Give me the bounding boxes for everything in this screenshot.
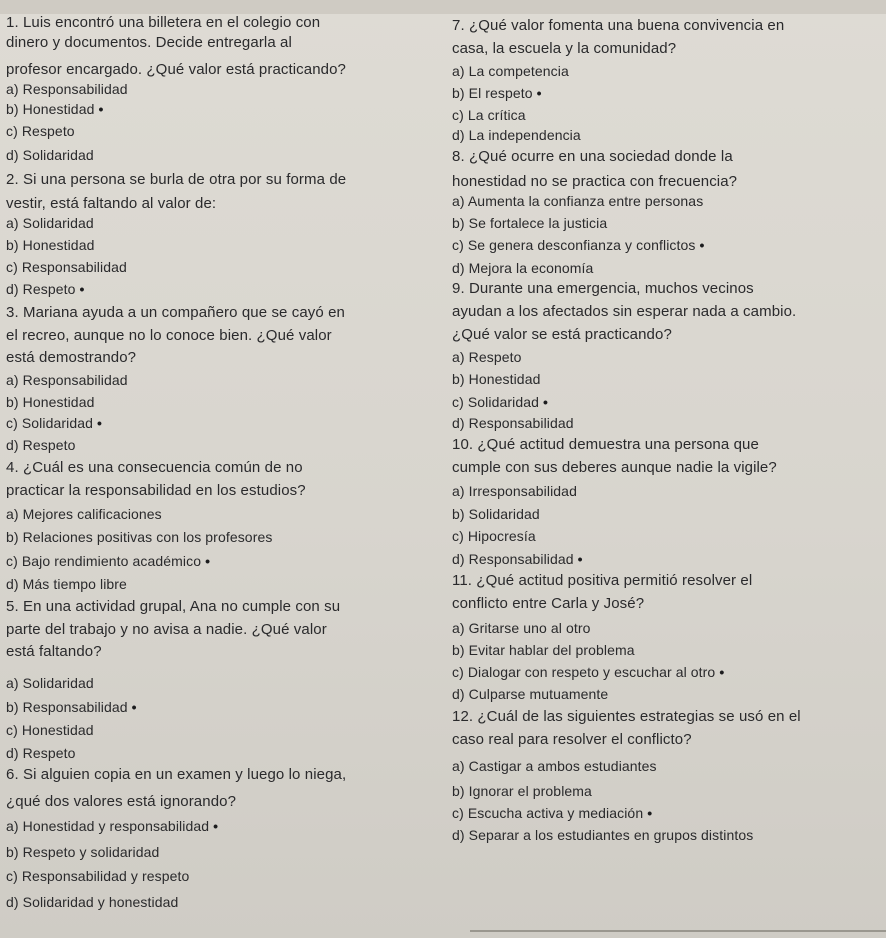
option [6,80,128,98]
question-text-line [452,326,672,344]
option-selected [452,236,705,254]
line-text: a) Honestidad y responsabilidad [6,818,210,834]
question-text-line [6,621,327,639]
line-text: b) El respeto [452,85,533,101]
line-text: está faltando? [6,643,102,660]
line-text: d) La independencia [452,127,581,143]
option [6,371,128,389]
handwritten-check-mark: • [539,394,548,410]
line-text: vestir, está faltando al valor de: [6,195,217,212]
line-text: b) Respeto y solidaridad [6,844,160,860]
line-text: 12. ¿Cuál de las siguientes estrategias se usó en el [452,708,801,725]
line-text: d) Más tiempo libre [6,576,127,592]
question-text-line [6,643,102,661]
line-text: d) Solidaridad y honestidad [6,894,179,910]
option [452,62,569,80]
option [452,348,521,366]
option-selected [6,414,102,432]
line-text: d) Responsabilidad [452,551,574,567]
option [452,505,540,523]
handwritten-check-mark: • [75,281,85,297]
handwritten-check-mark: • [127,699,137,715]
option-selected [6,698,137,716]
question-text-line [6,598,340,616]
line-text: a) Castigar a ambos estudiantes [452,758,657,774]
line-text: 3. Mariana ayuda a un compañero que se cayó en [6,304,345,321]
line-text: a) Responsabilidad [6,81,128,97]
line-text: caso real para resolver el conflicto? [452,731,692,748]
question-text-line [452,459,777,477]
handwritten-check-mark: • [209,818,219,834]
option [6,393,94,411]
question-text-line [452,148,733,166]
question-text-line [452,303,796,321]
line-text: b) Honestidad [6,394,95,410]
page-top-edge [0,0,886,14]
option [452,192,703,210]
option [452,527,536,545]
option [6,436,75,454]
line-text: b) Evitar hablar del problema [452,642,635,658]
line-text: b) Responsabilidad [6,699,128,715]
line-text: a) Solidaridad [6,675,94,691]
line-text: a) Gritarse uno al otro [452,620,591,636]
question-text-line [452,572,752,590]
option-selected [6,552,210,570]
question-text-line [452,595,644,613]
question-text-line [452,17,784,35]
line-text: cumple con sus deberes aunque nadie la vigile? [452,459,777,476]
option [6,893,178,911]
line-text: c) Dialogar con respeto y escuchar al otro [452,664,716,680]
option [452,641,635,659]
option [6,721,94,739]
line-text: ¿Qué valor se está practicando? [452,326,672,343]
option-selected [6,100,103,118]
line-text: b) Honestidad [452,371,541,387]
handwritten-check-mark: • [94,101,104,117]
line-text: a) Mejores calificaciones [6,506,162,522]
line-text: c) Solidaridad [6,415,93,431]
option [6,122,75,140]
line-text: c) La crítica [452,107,526,123]
line-text: a) Responsabilidad [6,372,128,388]
option [6,528,272,546]
line-text: d) Separar a los estudiantes en grupos distintos [452,827,754,843]
line-text: b) Honestidad [6,237,95,253]
handwritten-check-mark: • [573,551,583,567]
option [452,259,593,277]
handwritten-check-mark: • [643,805,653,821]
line-text: 6. Si alguien copia en un examen y luego lo niega, [6,766,347,783]
line-text: parte del trabajo y no avisa a nadie. ¿Qué valor [6,621,327,638]
line-text: 1. Luis encontró una billetera en el colegio con [6,14,321,31]
line-text: ¿qué dos valores está ignorando? [6,793,237,810]
line-text: d) Responsabilidad [452,415,574,431]
line-text: honestidad no se practica con frecuencia? [452,173,738,190]
question-text-line [452,731,692,749]
option [6,236,94,254]
line-text: a) Irresponsabilidad [452,483,577,499]
option [6,146,94,164]
question-text-line [6,195,216,213]
line-text: d) Mejora la economía [452,260,594,276]
line-text: practicar la responsabilidad en los estudios? [6,482,306,499]
option [452,826,753,844]
line-text: c) Respeto [6,123,75,139]
question-text-line [452,708,801,726]
option [6,867,189,885]
option [6,505,162,523]
option [452,106,526,124]
handwritten-check-mark: • [201,553,211,569]
line-text: d) Respeto [6,745,76,761]
handwritten-check-mark: • [532,85,542,101]
line-text: c) Honestidad [6,722,94,738]
option-selected [452,804,652,822]
line-text: ayudan a los afectados sin esperar nada a cambio. [452,303,797,320]
option [6,575,127,593]
question-text-line [6,793,236,811]
line-text: 7. ¿Qué valor fomenta una buena convivencia en [452,17,785,34]
handwritten-check-mark: • [715,664,725,680]
line-text: a) Respeto [452,349,522,365]
option [6,674,94,692]
line-text: casa, la escuela y la comunidad? [452,40,677,57]
line-text: 5. En una actividad grupal, Ana no cumple con su [6,598,341,615]
option [452,782,592,800]
line-text: 11. ¿Qué actitud positiva permitió resolver el [452,572,753,589]
line-text: a) Aumenta la confianza entre personas [452,193,704,209]
option [452,414,574,432]
line-text: c) Responsabilidad y respeto [6,868,190,884]
question-text-line [6,34,292,52]
question-text-line [452,173,737,191]
line-text: 8. ¿Qué ocurre en una sociedad donde la [452,148,733,165]
line-text: está demostrando? [6,349,137,366]
line-text: b) Honestidad [6,101,95,117]
option-selected [6,280,84,298]
option [6,258,127,276]
question-text-line [6,171,346,189]
option [452,482,577,500]
question-text-line [6,459,303,477]
line-text: d) Solidaridad [6,147,94,163]
line-text: b) Solidaridad [452,506,540,522]
line-text: c) Se genera desconfianza y conflictos [452,237,696,253]
line-text: conflicto entre Carla y José? [452,595,645,612]
line-text: c) Bajo rendimiento académico [6,553,202,569]
line-text: d) Respeto [6,437,76,453]
question-text-line [452,40,676,58]
option [452,214,607,232]
line-text: a) Solidaridad [6,215,94,231]
line-text: el recreo, aunque no lo conoce bien. ¿Qué valor [6,327,332,344]
option [452,685,608,703]
question-text-line [6,61,346,79]
option-selected [452,393,548,411]
line-text: c) Escucha activa y mediación [452,805,644,821]
option [452,370,540,388]
line-text: b) Ignorar el problema [452,783,592,799]
question-text-line [6,14,320,32]
line-text: c) Hipocresía [452,528,536,544]
line-text: dinero y documentos. Decide entregarla al [6,34,292,51]
option-selected [452,550,583,568]
option-selected [6,817,218,835]
question-text-line [6,482,306,500]
handwritten-check-mark: • [695,237,705,253]
option [6,744,75,762]
line-text: b) Relaciones positivas con los profesores [6,529,273,545]
line-text: 2. Si una persona se burla de otra por su forma de [6,171,347,188]
option [452,126,581,144]
option [452,619,590,637]
line-text: c) Solidaridad [452,394,539,410]
question-text-line [6,766,346,784]
question-text-line [452,280,754,298]
line-text: d) Culparse mutuamente [452,686,609,702]
option [6,843,159,861]
line-text: profesor encargado. ¿Qué valor está practicando? [6,61,346,78]
line-text: b) Se fortalece la justicia [452,215,608,231]
handwritten-check-mark: • [93,415,102,431]
line-text: 4. ¿Cuál es una consecuencia común de no [6,459,303,476]
question-text-line [6,349,136,367]
option [452,757,657,775]
question-text-line [6,304,345,322]
line-text: 9. Durante una emergencia, muchos vecinos [452,280,754,297]
bottom-rule [470,930,886,932]
option-selected [452,84,542,102]
question-text-line [452,436,759,454]
question-text-line [6,327,332,345]
line-text: a) La competencia [452,63,569,79]
line-text: c) Responsabilidad [6,259,127,275]
line-text: 10. ¿Qué actitud demuestra una persona que [452,436,759,453]
line-text: d) Respeto [6,281,76,297]
option [6,214,94,232]
option-selected [452,663,724,681]
